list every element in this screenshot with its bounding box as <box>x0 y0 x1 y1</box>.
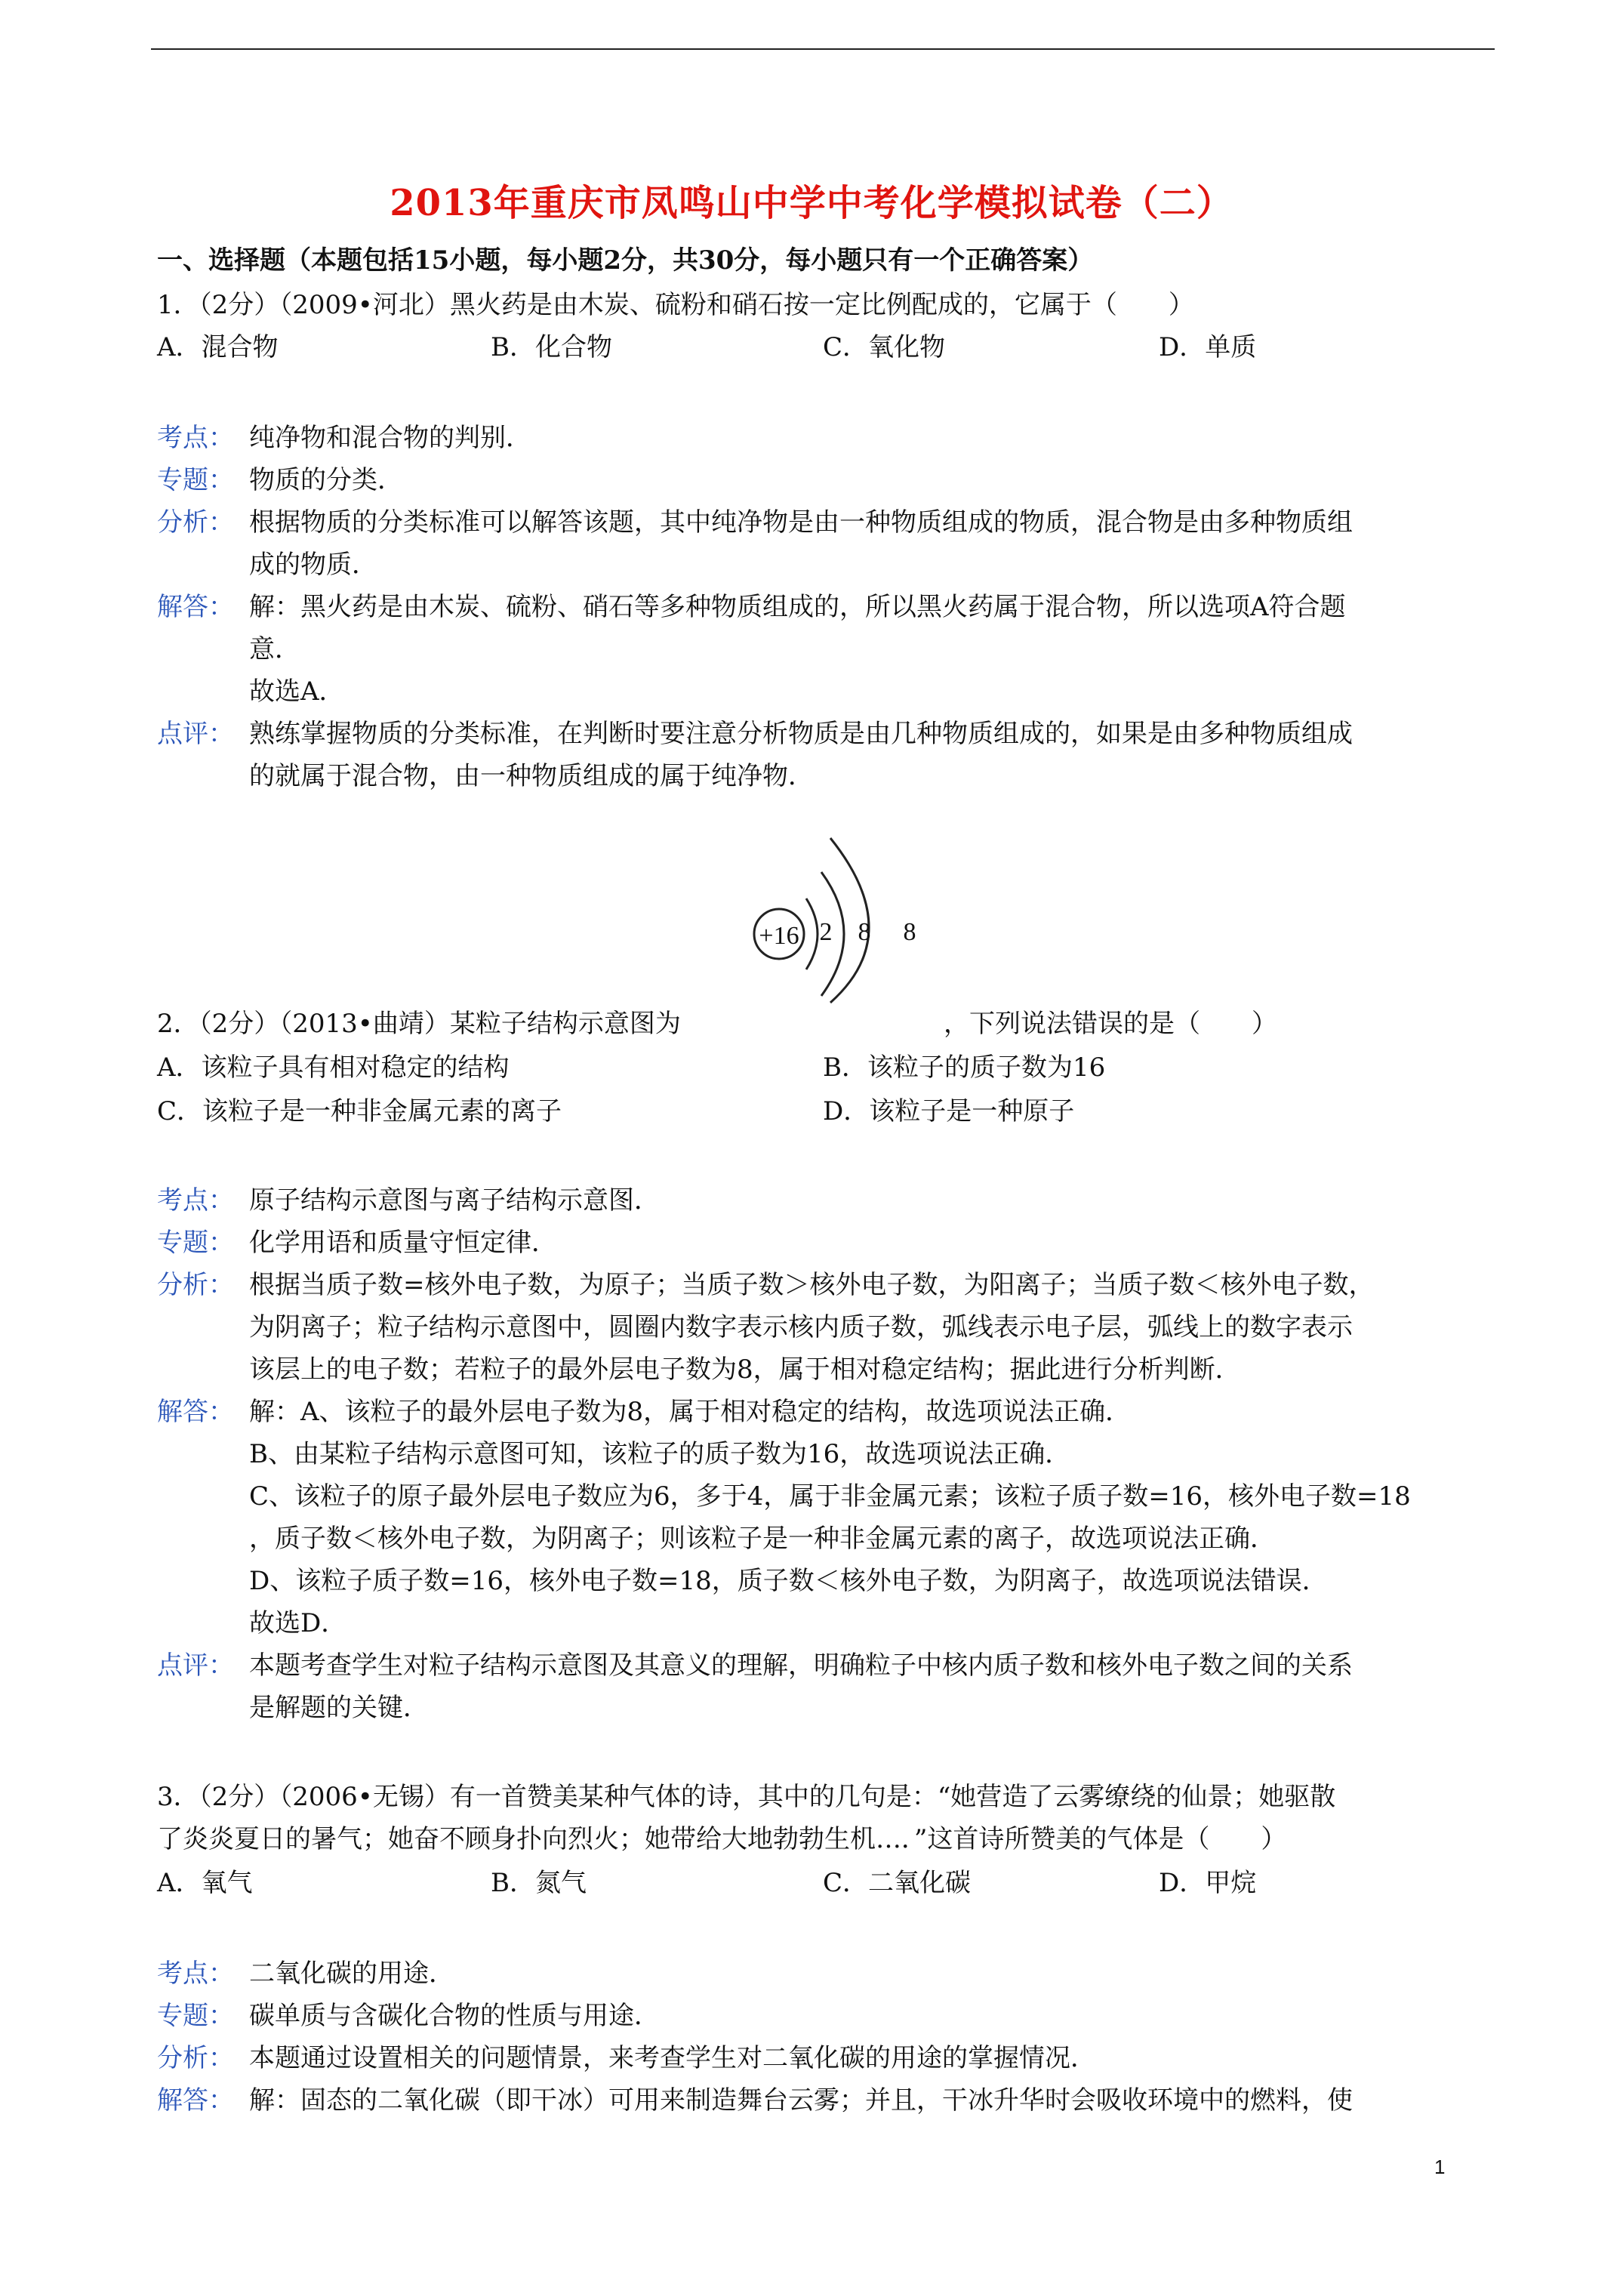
q1-jieda-1: 解：黑火药是由木炭、硫粉、硝石等多种物质组成的，所以黑火药属于混合物，所以选项A符合题 <box>249 592 1346 622</box>
q2-kaodian: 原子结构示意图与离子结构示意图． <box>249 1185 660 1216</box>
q1-fenxi-2: 成的物质． <box>249 550 377 580</box>
q2-stem-a: 2．（2分）（2013•曲靖）某粒子结构示意图为 <box>157 1009 681 1039</box>
q3-zhuanti-label: 专题： <box>157 2001 234 2031</box>
q1-fenxi-label: 分析： <box>157 507 234 538</box>
q2-option-d: D．该粒子是一种原子 <box>823 1096 1075 1126</box>
q1-jieda-3: 故选A． <box>249 676 345 707</box>
q2-zhuanti: 化学用语和质量守恒定律． <box>249 1228 557 1258</box>
q1-jieda-2: 意． <box>249 634 300 664</box>
nucleus-label: +16 <box>759 922 799 950</box>
q1-option-a: A．混合物 <box>157 332 279 362</box>
q1-zhuanti: 物质的分类． <box>249 465 403 495</box>
electron-shell-1 <box>806 898 818 969</box>
q2-dianping-1: 本题考查学生对粒子结构示意图及其意义的理解，明确粒子中核内质子数和核外电子数之间的关系 <box>249 1650 1353 1681</box>
q1-kaodian-label: 考点： <box>157 423 234 453</box>
q3-fenxi-1: 本题通过设置相关的问题情景，来考查学生对二氧化碳的用途的掌握情况． <box>249 2043 1096 2073</box>
q2-fenxi-3: 该层上的电子数；若粒子的最外层电子数为8，属于相对稳定结构；据此进行分析判断． <box>249 1354 1241 1385</box>
q3-jieda-1: 解：固态的二氧化碳（即干冰）可用来制造舞台云雾；并且，干冰升华时会吸收环境中的燃料，使 <box>249 2085 1353 2116</box>
q2-option-c: C．该粒子是一种非金属元素的离子 <box>157 1096 562 1126</box>
q2-dianping-label: 点评： <box>157 1650 234 1681</box>
q1-zhuanti-label: 专题： <box>157 465 234 495</box>
particle-structure-diagram <box>747 831 944 1004</box>
q2-option-a: A．该粒子具有相对稳定的结构 <box>157 1052 510 1083</box>
q2-fenxi-label: 分析： <box>157 1270 234 1300</box>
q2-jieda-2: B、由某粒子结构示意图可知，该粒子的质子数为16，故选项说法正确． <box>249 1439 1071 1469</box>
q1-option-b: B．化合物 <box>491 332 612 362</box>
q1-option-d: D．单质 <box>1159 332 1257 362</box>
q3-zhuanti: 碳单质与含碳化合物的性质与用途． <box>249 2001 660 2031</box>
q2-zhuanti-label: 专题： <box>157 1228 234 1258</box>
section-heading: 一、选择题（本题包括15小题，每小题2分，共30分，每小题只有一个正确答案） <box>157 245 1094 276</box>
q3-kaodian-label: 考点： <box>157 1959 234 1989</box>
q3-kaodian: 二氧化碳的用途． <box>249 1959 454 1989</box>
q3-option-d: D．甲烷 <box>1159 1868 1257 1898</box>
q1-dianping-1: 熟练掌握物质的分类标准，在判断时要注意分析物质是由几种物质组成的，如果是由多种物质组成 <box>249 719 1353 749</box>
q1-fenxi-1: 根据物质的分类标准可以解答该题，其中纯净物是由一种物质组成的物质，混合物是由多种物质组 <box>249 507 1353 538</box>
q2-option-b: B．该粒子的质子数为16 <box>823 1052 1106 1083</box>
q2-fenxi-2: 为阴离子；粒子结构示意图中，圆圈内数字表示核内质子数，弧线表示电子层，弧线上的数字表示 <box>249 1312 1353 1342</box>
q1-jieda-label: 解答： <box>157 592 234 622</box>
q2-jieda-4: ，质子数＜核外电子数，为阴离子；则该粒子是一种非金属元素的离子，故选项说法正确． <box>249 1524 1276 1554</box>
q2-kaodian-label: 考点： <box>157 1185 234 1216</box>
q2-stem-b: ，下列说法错误的是（ ） <box>944 1009 1277 1039</box>
q2-jieda-3: C、该粒子的原子最外层电子数应为6，多于4，属于非金属元素；该粒子质子数=16，核外电子数=18 <box>249 1481 1411 1512</box>
q1-option-c: C．氧化物 <box>823 332 946 362</box>
q3-stem-2: 了炎炎夏日的暑气；她奋不顾身扑向烈火；她带给大地勃勃生机…．”这首诗所赞美的气体是（ ） <box>157 1824 1287 1854</box>
q1-stem: 1．（2分）（2009•河北）黑火药是由木炭、硫粉和硝石按一定比例配成的，它属于（ ） <box>157 290 1194 320</box>
q2-jieda-label: 解答： <box>157 1397 234 1427</box>
q1-dianping-label: 点评： <box>157 719 234 749</box>
q3-fenxi-label: 分析： <box>157 2043 234 2073</box>
q2-dianping-2: 是解题的关键． <box>249 1693 429 1723</box>
q3-option-b: B．氮气 <box>491 1868 587 1898</box>
page-title: 2013年重庆市凤鸣山中学中考化学模拟试卷（二） <box>390 182 1233 224</box>
q3-jieda-label: 解答： <box>157 2085 234 2116</box>
q1-dianping-2: 的就属于混合物，由一种物质组成的属于纯净物． <box>249 761 814 791</box>
q2-fenxi-1: 根据当质子数=核外电子数，为原子；当质子数＞核外电子数，为阳离子；当质子数＜核外电子数， <box>249 1270 1375 1300</box>
q3-option-c: C．二氧化碳 <box>823 1868 972 1898</box>
shell-1-electrons: 2 <box>819 918 833 946</box>
page-number: 1 <box>1434 2156 1446 2178</box>
q2-jieda-1: 解：A、该粒子的最外层电子数为8，属于相对稳定的结构，故选项说法正确． <box>249 1397 1132 1427</box>
header-rule <box>151 48 1495 50</box>
shell-3-electrons: 8 <box>903 918 916 946</box>
q1-kaodian: 纯净物和混合物的判别． <box>249 423 531 453</box>
q2-jieda-6: 故选D． <box>249 1608 347 1638</box>
q3-stem-1: 3．（2分）（2006•无锡）有一首赞美某种气体的诗，其中的几句是：“她营造了云雾缭绕的仙景；她驱散 <box>157 1782 1336 1812</box>
q2-jieda-5: D、该粒子质子数=16，核外电子数=18，质子数＜核外电子数，为阴离子，故选项说法错误． <box>249 1566 1328 1596</box>
q3-option-a: A．氧气 <box>157 1868 253 1898</box>
shell-2-electrons: 8 <box>858 918 871 946</box>
